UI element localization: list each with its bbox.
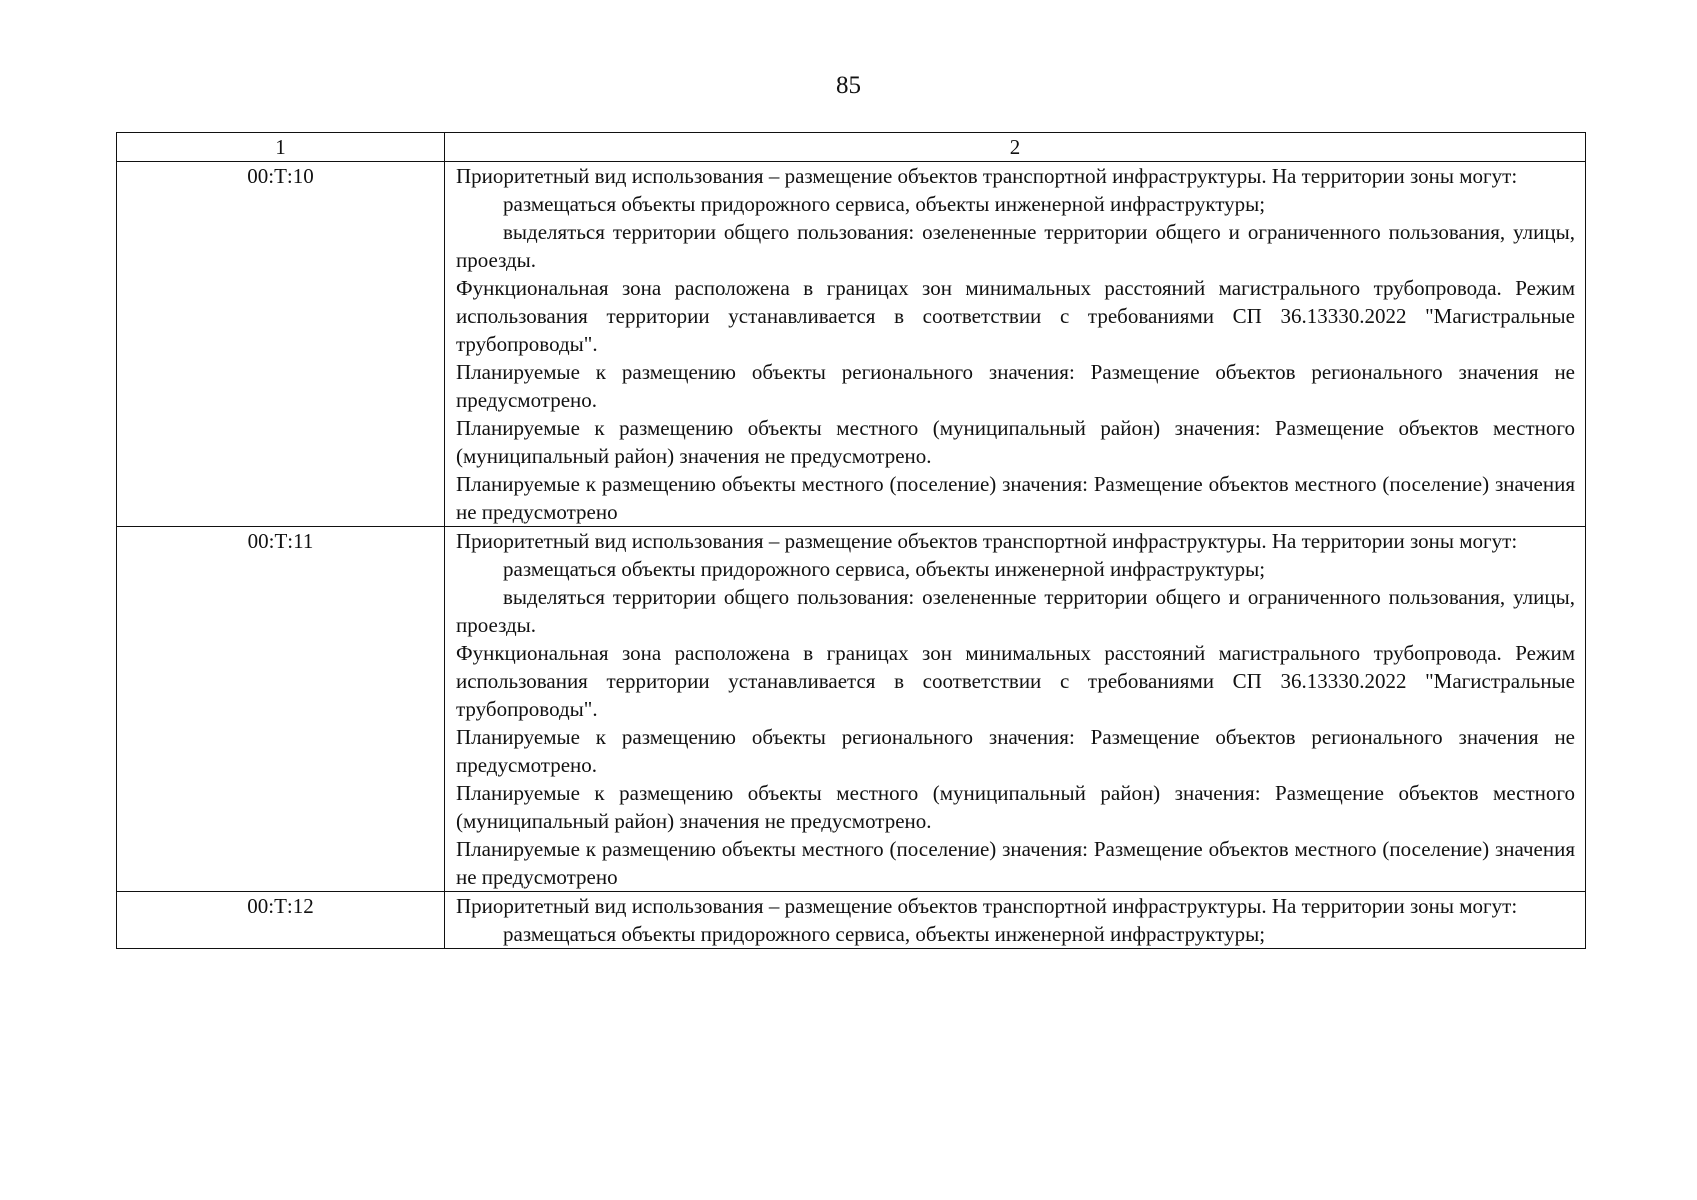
paragraph: Планируемые к размещению объекты регионального значения: Размещение объектов регионального значения не предусмотрено. bbox=[456, 725, 1575, 777]
header-row bbox=[117, 133, 1586, 162]
zone-code: 00:Т:11 bbox=[117, 527, 445, 892]
paragraph: Приоритетный вид использования – размещение объектов транспортной инфраструктуры. На территории зоны могут: bbox=[456, 894, 1518, 918]
paragraph: Функциональная зона расположена в границах зон минимальных расстояний магистрального трубопровода. Режим использования территории устанавливается в соответствии с требованиями СП 36.13330.2022 "Магистральные трубопроводы". bbox=[456, 641, 1575, 721]
paragraph: Планируемые к размещению объекты регионального значения: Размещение объектов регионального значения не предусмотрено. bbox=[456, 360, 1575, 412]
column-header-1: 1 bbox=[117, 133, 445, 162]
table-row bbox=[117, 162, 1586, 527]
zone-description bbox=[445, 527, 1586, 892]
zone-code: 00:Т:10 bbox=[117, 162, 445, 527]
paragraph: выделяться территории общего пользования: озелененные территории общего и ограниченного пользования, улицы, проезды. bbox=[456, 585, 1575, 637]
zone-code: 00:Т:12 bbox=[117, 892, 445, 949]
paragraph: Планируемые к размещению объекты местного (поселение) значения: Размещение объектов местного (поселение) значения не предусмотрено bbox=[456, 837, 1575, 889]
table-row bbox=[117, 892, 1586, 949]
functional-zones-table bbox=[116, 132, 1586, 949]
paragraph: Планируемые к размещению объекты местного (поселение) значения: Размещение объектов местного (поселение) значения не предусмотрено bbox=[456, 472, 1575, 524]
paragraph: размещаться объекты придорожного сервиса, объекты инженерной инфраструктуры; bbox=[503, 922, 1266, 946]
paragraph: Планируемые к размещению объекты местного (муниципальный район) значения: Размещение объектов местного (муниципальный район) значения не предусмотрено. bbox=[456, 416, 1575, 468]
paragraph: размещаться объекты придорожного сервиса, объекты инженерной инфраструктуры; bbox=[503, 192, 1266, 216]
column-header-2: 2 bbox=[445, 133, 1586, 162]
paragraph: Приоритетный вид использования – размещение объектов транспортной инфраструктуры. На территории зоны могут: bbox=[456, 529, 1518, 553]
paragraph: выделяться территории общего пользования: озелененные территории общего и ограниченного пользования, улицы, проезды. bbox=[456, 220, 1575, 272]
table-row bbox=[117, 527, 1586, 892]
zone-description bbox=[445, 892, 1586, 949]
paragraph: Функциональная зона расположена в границах зон минимальных расстояний магистрального трубопровода. Режим использования территории устанавливается в соответствии с требованиями СП 36.13330.2022 "Магистральные трубопроводы". bbox=[456, 276, 1575, 356]
paragraph: Приоритетный вид использования – размещение объектов транспортной инфраструктуры. На территории зоны могут: bbox=[456, 164, 1518, 188]
page-number: 85 bbox=[836, 72, 861, 99]
paragraph: размещаться объекты придорожного сервиса, объекты инженерной инфраструктуры; bbox=[503, 557, 1266, 581]
table-header bbox=[117, 133, 1586, 162]
zone-description bbox=[445, 162, 1586, 527]
paragraph: Планируемые к размещению объекты местного (муниципальный район) значения: Размещение объектов местного (муниципальный район) значения не предусмотрено. bbox=[456, 781, 1575, 833]
